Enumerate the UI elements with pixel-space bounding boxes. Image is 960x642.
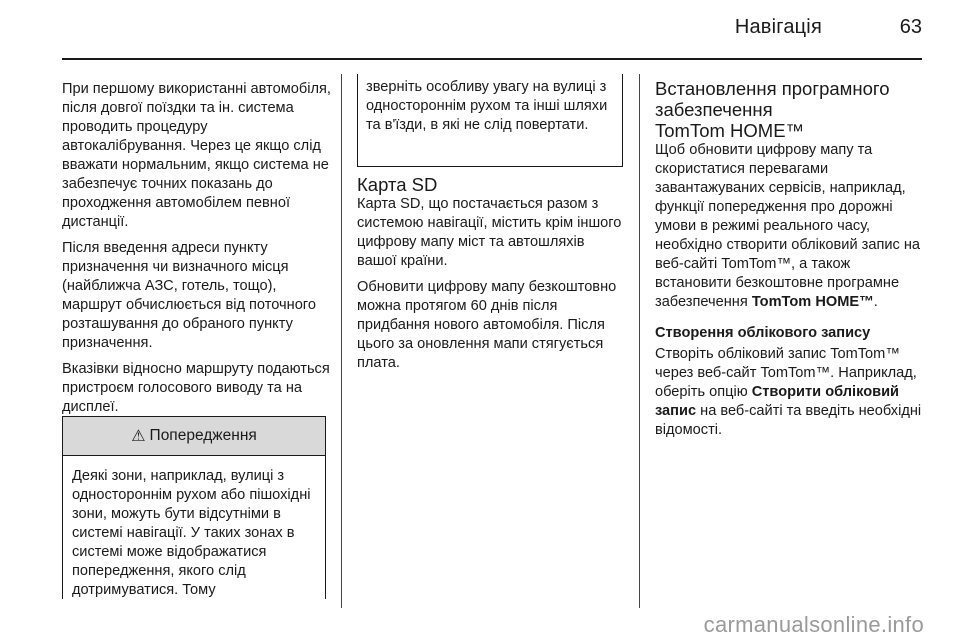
page-header-title: Навігація — [734, 16, 822, 38]
section-title-line-3: TomTom HOME™ — [655, 120, 805, 141]
paragraph-route-calculation: Після введення адреси пункту призначення чи визначного місця (найближча АЗС, готель, тощо), маршрут обчислюється від поточного розташування до обраного пункту призначення. — [62, 240, 316, 351]
subheading-create-account: Створення облікового запису — [655, 325, 871, 341]
warning-box — [62, 416, 326, 599]
tomtom-home-bold: TomTom HOME™ — [751, 294, 874, 310]
paragraph-autocalibration: При першому використанні автомобіля, після довгої поїздки та ін. система проводить процедуру автокалібрування. Через це якщо слід вважати нормальним, якщо система не забезпечує точних показань до проходження автомобілем певної дистанції. — [62, 81, 331, 230]
column-3 — [655, 78, 925, 447]
paragraph-tomtom-text: Щоб обновити цифрову мапу та скористатися перевагами завантажуваних сервісів, наприклад, функції попередження про дорожні умови в режимі реального часу, необхідно створити обліковий запис на веб-сайті TomTom™, а також встановити безкоштовне програмне забезпечення — [655, 142, 921, 310]
paragraph-account-start: Створіть обліковий запис TomTom™ через веб-сайт TomTom™. Наприклад, оберіть опцію — [655, 346, 917, 400]
section-title-sd-card: Карта SD — [357, 174, 438, 195]
column-2 — [357, 70, 625, 380]
warning-title: Попередження — [149, 427, 257, 444]
warning-continuation-box: зверніть особливу увагу на вулиці з одностороннім рухом та інші шляхи та в'їзди, в які не слід повертати. — [357, 74, 623, 167]
paragraph-tomtom-install — [655, 141, 925, 312]
section-title-tomtom-home — [655, 78, 925, 141]
paragraph-account-end: на веб-сайті та введіть необхідні відомості. — [655, 403, 922, 438]
paragraph-sd-card: Карта SD, що постачається разом з системою навігації, містить крім іншого цифрову мапу міст та автошляхів вашої країни. — [357, 196, 622, 269]
warning-header — [63, 417, 325, 456]
column-1 — [62, 80, 332, 424]
create-account-option-bold: Створити обліковий запис — [655, 384, 900, 419]
section-title-line-2: забезпечення — [655, 99, 773, 120]
watermark: carmanualsonline.info — [703, 612, 924, 637]
warning-body: Деякі зони, наприклад, вулиці з одностороннім рухом або пішохідні зони, можуть бути відсутніми в системі навігації. У таких зонах в системі може відображатися попередження, якого слід дотримуватися. Тому — [72, 468, 311, 598]
paragraph-guidance: Вказівки відносно маршруту подаються пристроєм голосового виводу та на дисплеї. — [62, 361, 330, 415]
paragraph-create-account — [655, 345, 925, 440]
header-divider — [62, 58, 922, 60]
section-title-line-1: Встановлення програмного — [655, 78, 890, 99]
column-divider-right — [639, 74, 640, 608]
paragraph-map-update: Обновити цифрову мапу безкоштовно можна протягом 60 днів після придбання нового автомобіля. Після цього за оновлення мапи стягується плата. — [357, 279, 617, 371]
paragraph-tomtom-end: . — [873, 294, 878, 310]
column-divider-left — [341, 74, 342, 608]
warning-triangle-icon: ⚠ — [131, 428, 146, 445]
page-number: 63 — [899, 16, 922, 38]
